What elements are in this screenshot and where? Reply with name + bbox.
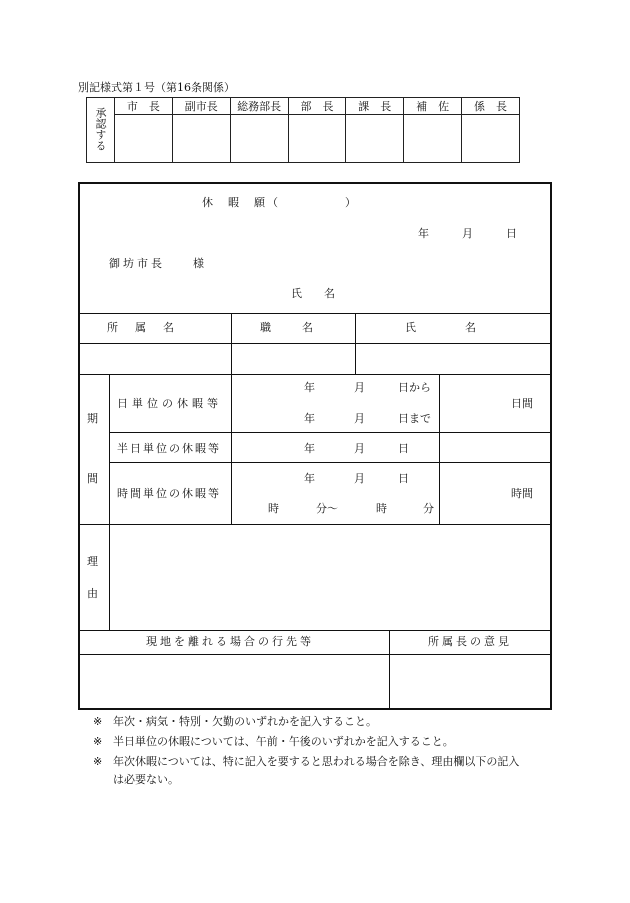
- destination-field[interactable]: [80, 656, 386, 708]
- period-label-top: 期: [87, 412, 98, 425]
- hour-unit-month: 月: [354, 472, 365, 485]
- hour-unit-label: 時間単位の休暇等: [117, 487, 221, 500]
- hour-from-minute: 分～: [316, 502, 338, 515]
- day-unit-label: 日単位の休暇等: [117, 397, 222, 410]
- half-day-year: 年: [304, 442, 315, 455]
- approval-col-assistant: 補 佐: [404, 98, 462, 115]
- day-total-unit: 日間: [511, 397, 533, 410]
- stamp-cell-chief[interactable]: [462, 115, 520, 163]
- hour-unit-year: 年: [304, 472, 315, 485]
- note-mark: ※: [93, 715, 103, 728]
- half-day-ampm-field[interactable]: [440, 435, 550, 461]
- reason-field[interactable]: [110, 526, 550, 626]
- day-to-month: 月: [354, 412, 365, 425]
- note-mark: ※: [93, 755, 103, 768]
- day-to-day: 日まで: [398, 412, 431, 425]
- name-field[interactable]: [356, 344, 550, 372]
- note-1: 年次・病気・特別・欠勤のいずれかを記入すること。: [113, 715, 377, 728]
- note-3: 年次休暇については、特に記入を要すると思われる場合を除き、理由欄以下の記入: [113, 755, 520, 768]
- stamp-cell-general-affairs-director[interactable]: [230, 115, 288, 163]
- approval-col-deputy-mayor: 副市長: [172, 98, 230, 115]
- half-day-label: 半日単位の休暇等: [117, 442, 221, 455]
- signer-name-label: 氏 名: [291, 287, 335, 300]
- request-title: 休 暇 願（ ）: [202, 196, 358, 209]
- note-2: 半日単位の休暇については、午前・午後のいずれかを記入すること。: [113, 735, 454, 748]
- approval-side-label: 承認する: [87, 98, 115, 163]
- name-header: 氏 名: [405, 321, 480, 334]
- opinion-field[interactable]: [390, 656, 550, 708]
- hour-from-hour: 時: [268, 502, 279, 515]
- approval-col-chief: 係 長: [462, 98, 520, 115]
- position-field[interactable]: [232, 344, 354, 372]
- half-day-day: 日: [398, 442, 409, 455]
- period-label-bottom: 間: [87, 472, 98, 485]
- note-3-continued: は必要ない。: [113, 773, 179, 786]
- reason-label-top: 理: [87, 555, 98, 568]
- stamp-cell-deputy-mayor[interactable]: [172, 115, 230, 163]
- opinion-header: 所属長の意見: [428, 635, 512, 648]
- hour-to-hour: 時: [376, 502, 387, 515]
- half-day-month: 月: [354, 442, 365, 455]
- affiliation-header: 所 属 名: [107, 321, 177, 334]
- form-number-title: 別記様式第１号（第16条関係）: [78, 81, 235, 94]
- approval-col-department-head: 部 長: [288, 98, 346, 115]
- signer-name-field[interactable]: [345, 283, 525, 301]
- approval-col-general-affairs-director: 総務部長: [230, 98, 288, 115]
- day-from-month: 月: [354, 381, 365, 394]
- approval-col-section-head: 課 長: [346, 98, 404, 115]
- position-header: 職 名: [260, 321, 316, 334]
- approval-table: [86, 97, 520, 163]
- note-mark: ※: [93, 735, 103, 748]
- stamp-cell-section-head[interactable]: [346, 115, 404, 163]
- day-from-year: 年: [304, 381, 315, 394]
- day-from-day: 日から: [398, 381, 431, 394]
- destination-header: 現地を離れる場合の行先等: [146, 635, 314, 648]
- addressee: 御坊市長 様: [109, 257, 207, 270]
- approval-col-mayor: 市 長: [115, 98, 173, 115]
- hour-unit-day: 日: [398, 472, 409, 485]
- day-to-year: 年: [304, 412, 315, 425]
- stamp-cell-department-head[interactable]: [288, 115, 346, 163]
- stamp-cell-mayor[interactable]: [115, 115, 173, 163]
- affiliation-field[interactable]: [80, 344, 229, 372]
- stamp-cell-assistant[interactable]: [404, 115, 462, 163]
- hour-to-minute: 分: [423, 502, 434, 515]
- reason-label-bottom: 由: [87, 587, 98, 600]
- hour-total-unit: 時間: [511, 487, 533, 500]
- request-date: 年 月 日: [418, 227, 517, 240]
